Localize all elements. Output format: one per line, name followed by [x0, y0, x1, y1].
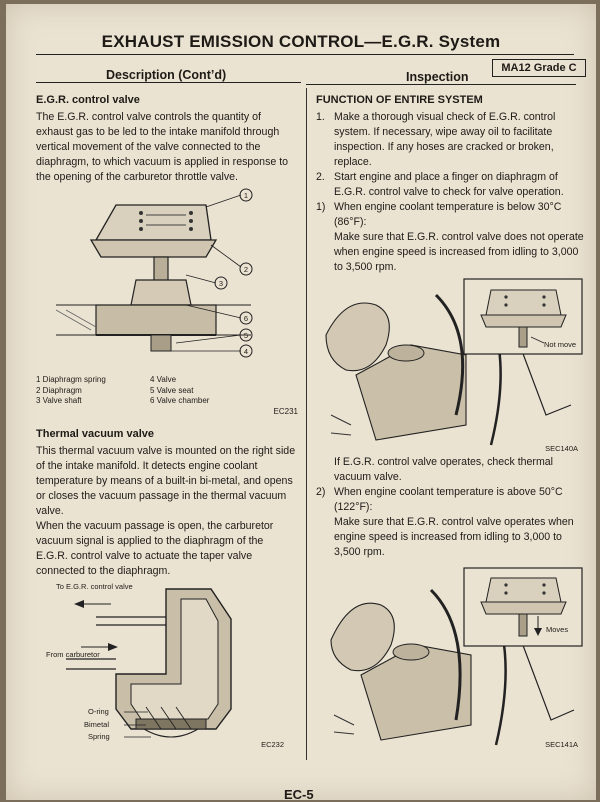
not-move-label: Not move	[544, 340, 577, 349]
thermal-valve-diagram	[36, 579, 298, 751]
figure-code: EC231	[273, 406, 298, 416]
substep-2-text: Make sure that E.G.R. control valve operates when engine speed is increased from idling to 3,000 to 3,500 rpm.	[334, 516, 574, 558]
step-text: Start engine and place a finger on diaphragm of E.G.R. control valve to check for valve operation.	[334, 171, 564, 198]
substep-title: When engine coolant temperature is above 50°C (122°F):	[334, 486, 563, 513]
thermal-valve-text-1: This thermal vacuum valve is mounted on the right side of the intake manifold. It detects engine coolant temperature by means of a built-in bi-metal, and opens or closes the vacuum passage in the thermal vacuum valve.	[36, 444, 296, 517]
legend-item: 2 Diaphragm	[36, 385, 82, 395]
egr-valve-text: The E.G.R. control valve controls the quantity of exhaust gas to be led to the intake manifold through vertical movement of the valve connected to the diaphragm, to which vacuum is applied in response to the opening of the carburetor throttle valve.	[36, 111, 289, 183]
left-section-rule	[36, 82, 301, 83]
callout-1: 1	[243, 191, 249, 200]
legend-item: 1 Diaphragm spring	[36, 375, 106, 384]
egr-check-figure-cold	[316, 275, 584, 455]
step-2	[316, 170, 584, 200]
callout-3: 3	[218, 279, 224, 288]
title-rule	[36, 54, 574, 55]
between-text: If E.G.R. control valve operates, check thermal vacuum valve.	[334, 456, 554, 483]
right-section-title: Inspection	[406, 70, 469, 84]
egr-valve-heading: E.G.R. control valve	[36, 94, 140, 106]
thermal-valve-text-2: When the vacuum passage is open, the carburetor vacuum signal is applied to the diaphragm of the E.G.R. control valve to actuate the taper valve connected to the diaphragm.	[36, 519, 274, 577]
callout-2: 2	[243, 265, 249, 274]
figure-code: EC232	[261, 739, 284, 749]
bimetal-label: Bimetal	[84, 719, 110, 729]
page-number: EC-5	[284, 787, 314, 802]
left-column	[36, 94, 298, 751]
step-1	[316, 110, 584, 170]
thermal-valve-heading: Thermal vacuum valve	[36, 427, 155, 440]
grade-badge: MA12 Grade C	[492, 59, 586, 77]
legend-item: 6 Valve chamber	[150, 396, 210, 405]
function-heading: FUNCTION OF ENTIRE SYSTEM	[316, 94, 483, 106]
step-text: Make a thorough visual check of E.G.R. control system. If necessary, wipe away oil to facilitate inspection. If any hoses are cracked or broken, replace.	[334, 111, 556, 168]
legend-item: 4 Valve	[150, 375, 177, 384]
step-number: 2.	[316, 171, 325, 183]
callout-5: 5	[243, 331, 249, 340]
egr-valve-legend	[36, 375, 298, 407]
right-section-rule	[306, 84, 576, 85]
substep-1-text: Make sure that E.G.R. control valve does not operate when engine speed is increased from idling to 3,000 to 3,500 rpm.	[334, 231, 584, 273]
to-egr-label: To E.G.R. control valve	[56, 581, 133, 591]
figure-code: SEC140A	[545, 444, 578, 453]
substep-title: When engine coolant temperature is below 30°C (86°F):	[334, 201, 562, 228]
callout-4: 4	[243, 347, 249, 356]
column-divider	[306, 88, 307, 760]
substep-number: 2)	[316, 486, 326, 498]
substep-number: 1)	[316, 201, 326, 213]
left-section-title: Description (Cont’d)	[106, 68, 227, 82]
moves-label: Moves	[546, 625, 569, 634]
spring-label: Spring	[88, 731, 110, 741]
right-column	[316, 94, 584, 750]
substep-2	[316, 485, 584, 515]
oring-label: O-ring	[88, 706, 109, 716]
callout-6: 6	[243, 314, 249, 323]
from-carb-label: From carburetor	[46, 649, 100, 659]
page-title: EXHAUST EMISSION CONTROL—E.G.R. System	[101, 32, 501, 51]
figure-code: SEC141A	[545, 740, 578, 749]
legend-item: 5 Valve seat	[150, 385, 194, 395]
legend-item: 3 Valve shaft	[36, 396, 82, 405]
step-number: 1.	[316, 111, 325, 123]
substep-1	[316, 200, 584, 230]
egr-check-figure-warm	[316, 560, 584, 750]
egr-valve-diagram	[36, 185, 298, 375]
manual-page	[6, 4, 596, 800]
